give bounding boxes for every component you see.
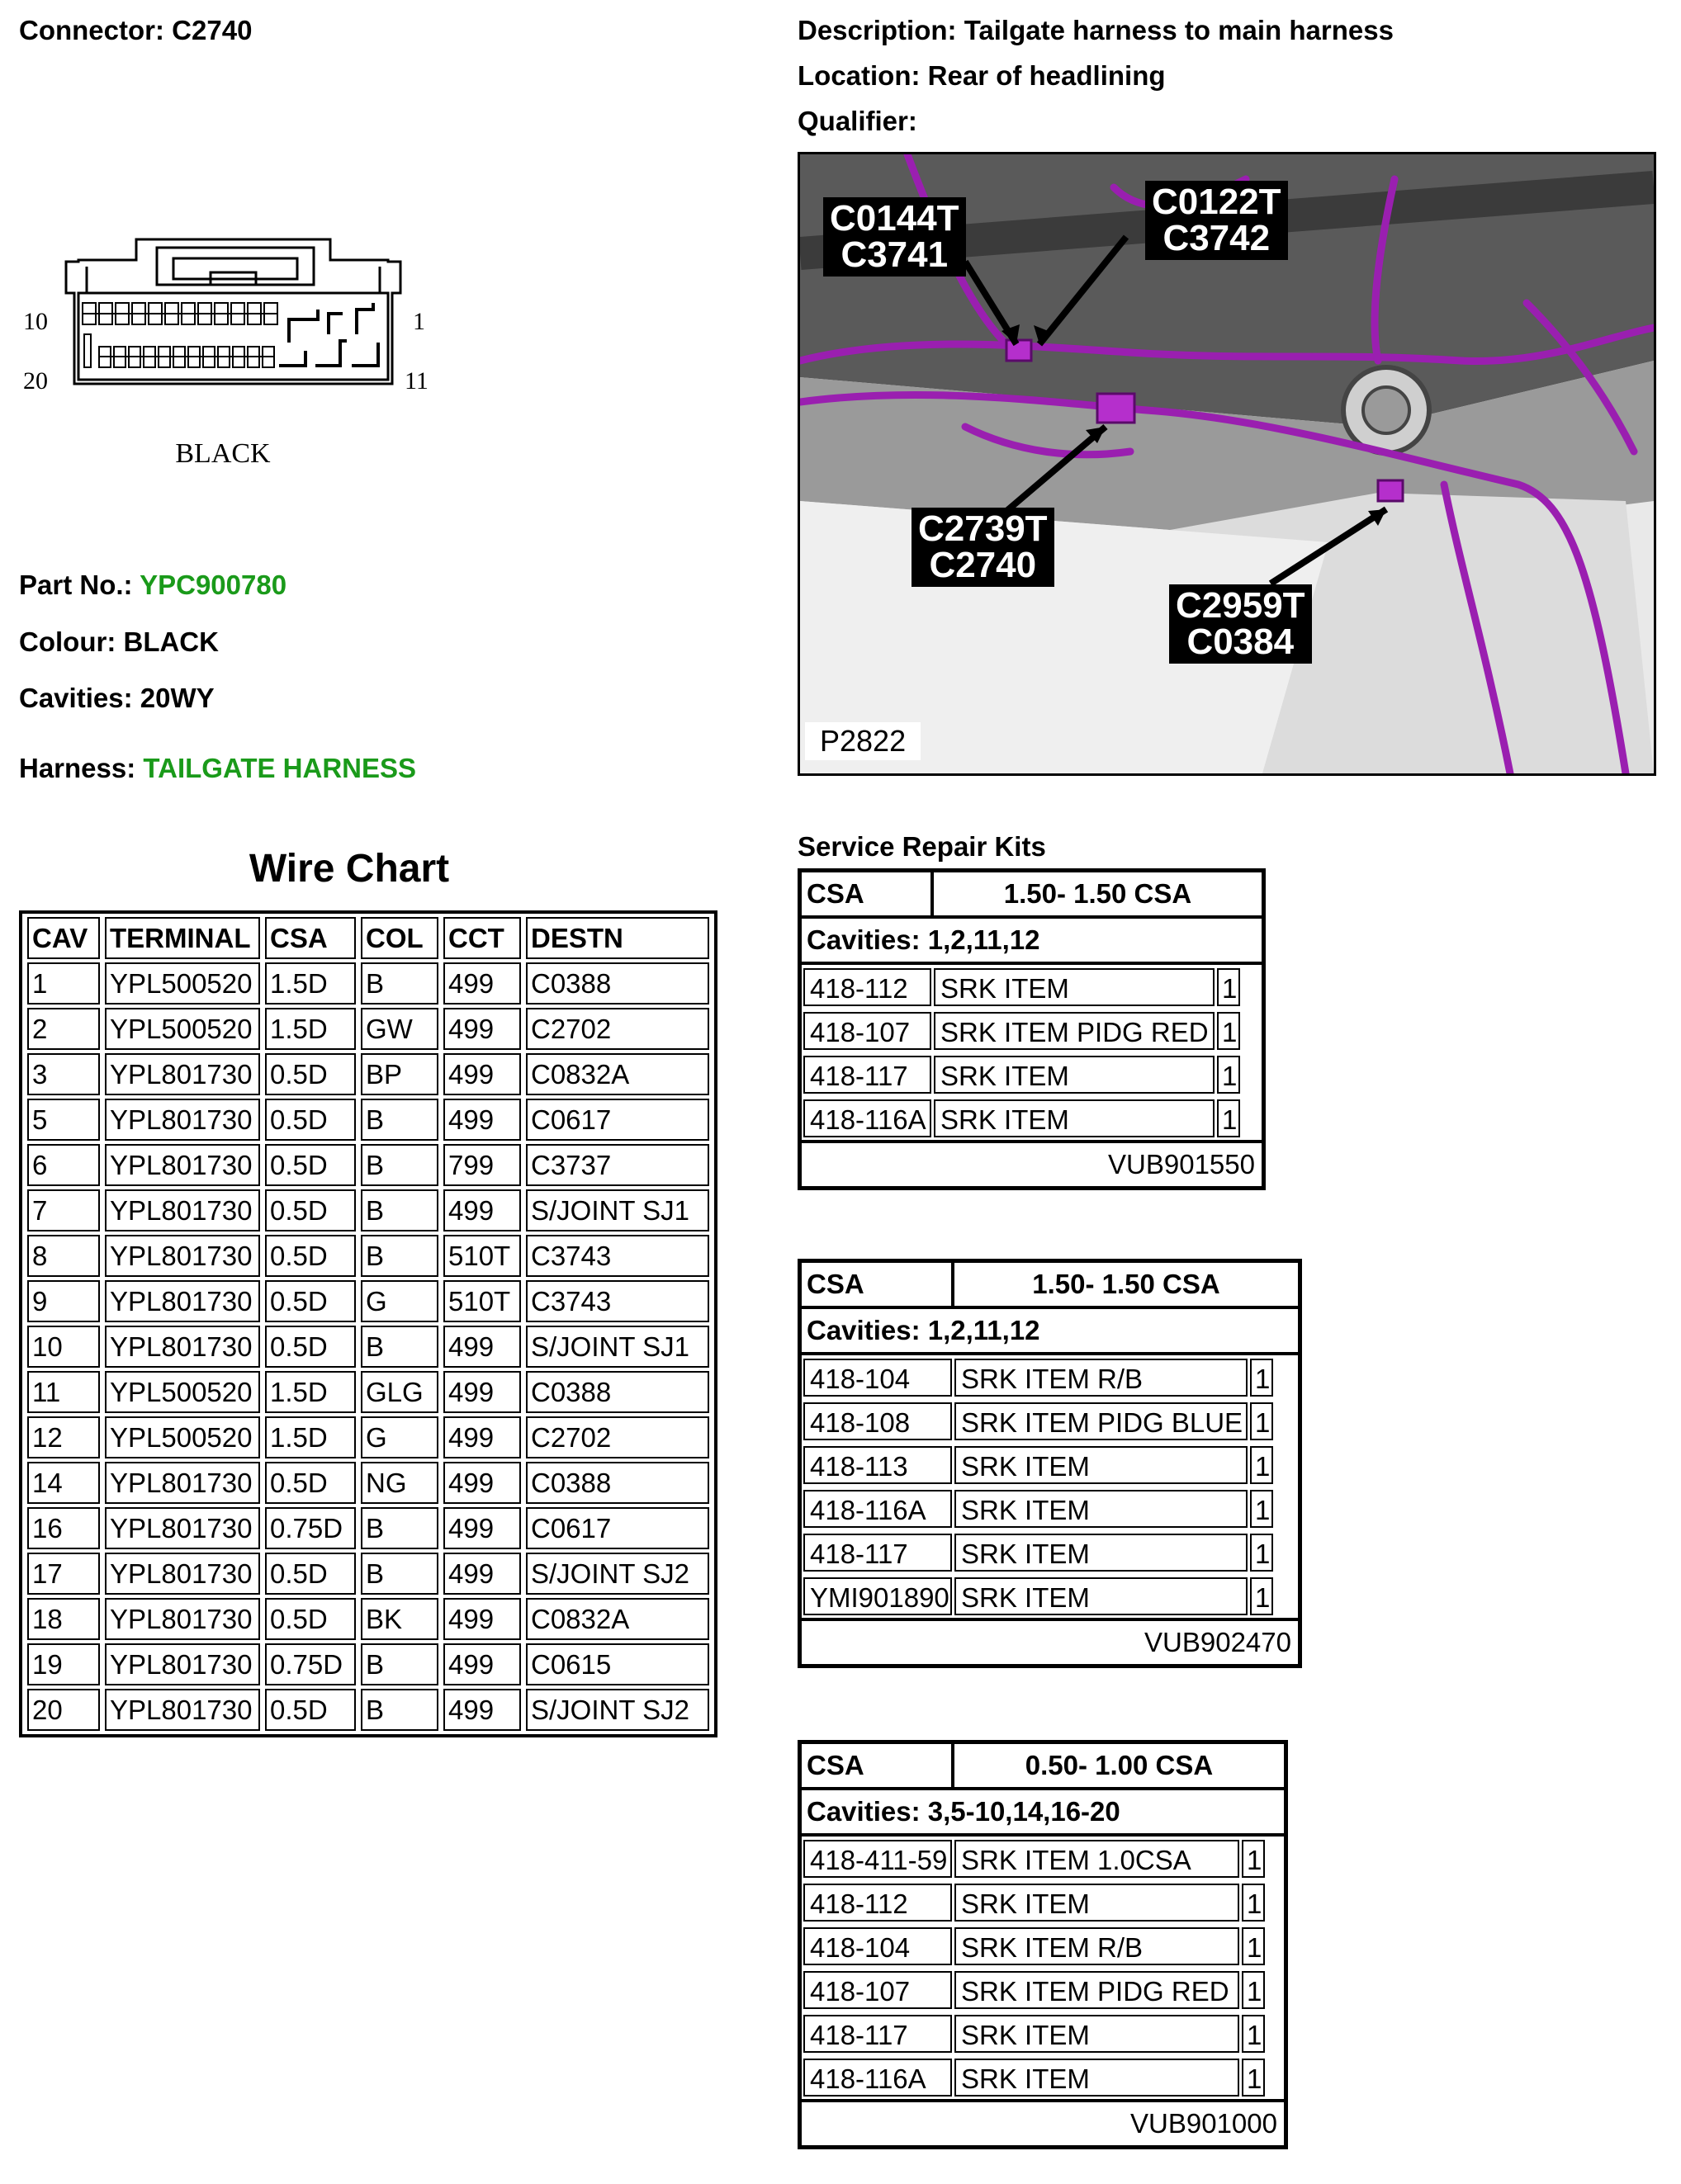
kit-item-part: 418-113	[803, 1446, 952, 1484]
table-cell: B	[361, 1189, 438, 1231]
service-repair-kits-title: Service Repair Kits	[798, 831, 1046, 862]
part-no-value: YPC900780	[140, 570, 287, 600]
table-row	[27, 1598, 709, 1640]
callout-line: C0122T	[1152, 182, 1281, 222]
qualifier-label: Qualifier:	[798, 106, 917, 136]
kit-item-qty: 1	[1217, 1099, 1240, 1137]
kit-item-name: SRK ITEM	[954, 2015, 1239, 2053]
kit-cavities: Cavities: 3,5-10,14,16-20	[802, 1790, 1284, 1837]
kit-cavities: Cavities: 1,2,11,12	[802, 1309, 1298, 1355]
kit-item-qty: 1	[1250, 1359, 1273, 1397]
table-row	[27, 1099, 709, 1141]
kit-item-qty: 1	[1250, 1402, 1273, 1440]
table-cell: C3737	[526, 1144, 709, 1186]
kit-item-part: 418-116A	[803, 1490, 952, 1528]
table-cell: YPL801730	[105, 1189, 260, 1231]
table-cell: 19	[27, 1643, 100, 1685]
kit-item-part: 418-116A	[803, 1099, 931, 1137]
wire-col-cav: CAV	[27, 917, 100, 959]
kit-item-row	[802, 1487, 1298, 1530]
table-cell: 0.5D	[265, 1235, 356, 1277]
table-cell: 499	[443, 1553, 521, 1595]
cavities-label: Cavities:	[19, 683, 133, 713]
callout-c0122t	[1145, 181, 1288, 260]
cavities-line	[19, 683, 215, 714]
table-cell: YPL500520	[105, 962, 260, 1005]
table-row	[27, 1416, 709, 1458]
table-cell: 0.5D	[265, 1144, 356, 1186]
kit-item-part: 418-112	[803, 1884, 952, 1922]
table-cell: YPL801730	[105, 1280, 260, 1322]
kit-item-qty: 1	[1250, 1490, 1273, 1528]
table-cell: 1.5D	[265, 962, 356, 1005]
table-cell: BP	[361, 1053, 438, 1095]
kit-item-name: SRK ITEM	[954, 1884, 1239, 1922]
kit-item-name: SRK ITEM	[954, 1577, 1248, 1615]
callout-line: C0384	[1186, 622, 1295, 662]
kit-item-part: 418-112	[803, 968, 931, 1006]
table-cell: YPL801730	[105, 1144, 260, 1186]
callout-line: C2959T	[1176, 585, 1305, 626]
harness-label: Harness:	[19, 753, 136, 783]
table-cell: C0617	[526, 1507, 709, 1549]
table-cell: 0.75D	[265, 1507, 356, 1549]
part-no-label: Part No.:	[19, 570, 133, 600]
colour-value: BLACK	[123, 626, 219, 657]
wire-col-col: COL	[361, 917, 438, 959]
table-cell: B	[361, 1689, 438, 1731]
table-row	[27, 1643, 709, 1685]
callout-c2959t	[1169, 584, 1312, 664]
table-row	[27, 1053, 709, 1095]
table-row	[27, 1507, 709, 1549]
kit-number: VUB902470	[802, 1618, 1298, 1664]
table-cell: 14	[27, 1462, 100, 1504]
kit-item-part: 418-104	[803, 1927, 952, 1965]
table-cell: 0.5D	[265, 1099, 356, 1141]
table-cell: 5	[27, 1099, 100, 1141]
table-cell: S/JOINT SJ1	[526, 1189, 709, 1231]
table-cell: 0.5D	[265, 1280, 356, 1322]
table-cell: B	[361, 1235, 438, 1277]
table-row	[27, 1553, 709, 1595]
kit-item-name: SRK ITEM	[934, 1056, 1215, 1094]
kit-item-name: SRK ITEM R/B	[954, 1359, 1248, 1397]
table-cell: 0.5D	[265, 1462, 356, 1504]
table-cell: B	[361, 1553, 438, 1595]
table-cell: G	[361, 1416, 438, 1458]
kit-item-row	[802, 965, 1262, 1009]
kit-item-name: SRK ITEM PIDG BLUE	[954, 1402, 1248, 1440]
callout-line: C3742	[1162, 218, 1271, 258]
kit-item-qty: 1	[1242, 2059, 1265, 2097]
kit-number: VUB901000	[802, 2099, 1284, 2145]
table-cell: 8	[27, 1235, 100, 1277]
kit-item-row	[802, 1399, 1298, 1443]
kit-header	[802, 872, 1262, 919]
kit-item-part: 418-117	[803, 2015, 952, 2053]
wire-chart-body	[27, 962, 709, 1731]
photo-code: P2822	[805, 722, 921, 760]
kit-item-qty: 1	[1217, 968, 1240, 1006]
kit-item-qty: 1	[1242, 2015, 1265, 2053]
kit-item-row	[802, 1574, 1298, 1618]
colour-line	[19, 626, 219, 658]
kit-header	[802, 1744, 1284, 1790]
table-cell: 799	[443, 1144, 521, 1186]
kit-item-qty: 1	[1242, 1840, 1265, 1878]
qualifier-line	[798, 106, 917, 137]
table-cell: 3	[27, 1053, 100, 1095]
location-value: Rear of headlining	[927, 60, 1166, 91]
table-cell: BK	[361, 1598, 438, 1640]
table-cell: 499	[443, 1689, 521, 1731]
table-cell: 18	[27, 1598, 100, 1640]
table-cell: YPL801730	[105, 1326, 260, 1368]
table-cell: 499	[443, 1643, 521, 1685]
table-cell: S/JOINT SJ2	[526, 1689, 709, 1731]
table-cell: 17	[27, 1553, 100, 1595]
table-cell: YPL801730	[105, 1553, 260, 1595]
table-row	[27, 1235, 709, 1277]
kit-csa-value: 1.50- 1.50 CSA	[1032, 1269, 1220, 1299]
kit-item-row	[802, 2011, 1284, 2055]
table-cell: 499	[443, 1008, 521, 1050]
table-cell: S/JOINT SJ2	[526, 1553, 709, 1595]
description-line	[798, 15, 1394, 46]
kit-item-qty: 1	[1250, 1446, 1273, 1484]
kit-csa-label: CSA	[802, 1263, 954, 1306]
connector-face-diagram	[17, 227, 446, 475]
colour-label: Colour:	[19, 626, 116, 657]
table-cell: 510T	[443, 1280, 521, 1322]
table-cell: YPL801730	[105, 1507, 260, 1549]
location-line	[798, 60, 1166, 92]
wire-chart-table	[19, 910, 717, 1737]
table-cell: 499	[443, 1462, 521, 1504]
table-cell: 499	[443, 1416, 521, 1458]
table-cell: YPL500520	[105, 1008, 260, 1050]
harness-value: TAILGATE HARNESS	[143, 753, 417, 783]
table-cell: B	[361, 962, 438, 1005]
kit-csa-value: 0.50- 1.00 CSA	[1025, 1750, 1214, 1780]
wire-col-csa: CSA	[265, 917, 356, 959]
kit-item-row	[802, 1968, 1284, 2011]
location-label: Location:	[798, 60, 921, 91]
table-cell: 2	[27, 1008, 100, 1050]
table-cell: 1.5D	[265, 1371, 356, 1413]
wire-col-cct: CCT	[443, 917, 521, 959]
table-cell: 11	[27, 1371, 100, 1413]
table-row	[27, 1689, 709, 1731]
table-cell: 1.5D	[265, 1008, 356, 1050]
table-row	[27, 1189, 709, 1231]
kit-item-row	[802, 1052, 1262, 1096]
kit-item-qty: 1	[1217, 1056, 1240, 1094]
table-cell: C3743	[526, 1235, 709, 1277]
kit-item-name: SRK ITEM	[934, 968, 1215, 1006]
kit-item-name: SRK ITEM	[954, 1534, 1248, 1572]
kit-item-part: 418-104	[803, 1359, 952, 1397]
description-value: Tailgate harness to main harness	[964, 15, 1394, 45]
table-cell: YPL801730	[105, 1462, 260, 1504]
wire-chart-header-row	[27, 917, 709, 959]
service-repair-kit-table	[798, 1259, 1302, 1668]
location-photo	[798, 152, 1656, 776]
kit-item-name: SRK ITEM	[954, 2059, 1239, 2097]
table-cell: C0388	[526, 962, 709, 1005]
kit-item-qty: 1	[1250, 1534, 1273, 1572]
table-cell: 0.5D	[265, 1598, 356, 1640]
table-cell: B	[361, 1326, 438, 1368]
table-cell: C0617	[526, 1099, 709, 1141]
service-repair-kit-table	[798, 868, 1266, 1190]
table-cell: 0.5D	[265, 1053, 356, 1095]
table-cell: YPL500520	[105, 1371, 260, 1413]
diagram-colour-label: BLACK	[175, 438, 271, 469]
kit-item-row	[802, 1880, 1284, 1924]
table-cell: C0832A	[526, 1598, 709, 1640]
table-cell: 1.5D	[265, 1416, 356, 1458]
connector-value: C2740	[172, 15, 253, 45]
table-cell: 9	[27, 1280, 100, 1322]
callout-c2739t	[912, 508, 1054, 587]
table-cell: B	[361, 1099, 438, 1141]
table-cell: 0.5D	[265, 1689, 356, 1731]
callout-line: C0144T	[830, 198, 959, 239]
table-cell: YPL801730	[105, 1598, 260, 1640]
kit-item-row	[802, 1530, 1298, 1574]
table-cell: YPL801730	[105, 1053, 260, 1095]
connector-label: Connector:	[19, 15, 164, 45]
table-cell: 499	[443, 1053, 521, 1095]
kit-item-part: YMI901890	[803, 1577, 952, 1615]
table-row	[27, 1008, 709, 1050]
kit-item-qty: 1	[1217, 1012, 1240, 1050]
table-cell: B	[361, 1144, 438, 1186]
table-cell: 510T	[443, 1235, 521, 1277]
table-cell: YPL801730	[105, 1099, 260, 1141]
cavity-number-10: 10	[23, 308, 48, 335]
callout-line: C3741	[840, 234, 949, 275]
table-row	[27, 1280, 709, 1322]
kit-item-qty: 1	[1250, 1577, 1273, 1615]
kit-item-part: 418-117	[803, 1056, 931, 1094]
table-row	[27, 962, 709, 1005]
table-cell: C0615	[526, 1643, 709, 1685]
table-cell: C2702	[526, 1008, 709, 1050]
callout-c0144t	[823, 197, 966, 277]
kit-item-qty: 1	[1242, 1971, 1265, 2009]
table-cell: 499	[443, 1371, 521, 1413]
kit-item-row	[802, 1009, 1262, 1052]
kit-item-name: SRK ITEM	[954, 1446, 1248, 1484]
connector-line	[19, 15, 252, 46]
kit-header	[802, 1263, 1298, 1309]
table-cell: 499	[443, 1099, 521, 1141]
table-cell: B	[361, 1643, 438, 1685]
kit-item-name: SRK ITEM R/B	[954, 1927, 1239, 1965]
kit-item-name: SRK ITEM	[954, 1490, 1248, 1528]
table-cell: C0388	[526, 1371, 709, 1413]
table-cell: NG	[361, 1462, 438, 1504]
table-cell: YPL801730	[105, 1643, 260, 1685]
table-cell: B	[361, 1507, 438, 1549]
cavities-value: 20WY	[140, 683, 215, 713]
table-cell: 0.5D	[265, 1326, 356, 1368]
kit-item-qty: 1	[1242, 1927, 1265, 1965]
kit-item-name: SRK ITEM 1.0CSA	[954, 1840, 1239, 1878]
table-row	[27, 1144, 709, 1186]
table-cell: 499	[443, 1326, 521, 1368]
table-row	[27, 1462, 709, 1504]
kit-item-part: 418-117	[803, 1534, 952, 1572]
table-cell: 6	[27, 1144, 100, 1186]
harness-line	[19, 753, 416, 784]
kit-item-part: 418-116A	[803, 2059, 952, 2097]
table-cell: 12	[27, 1416, 100, 1458]
kit-item-part: 418-411-59	[803, 1840, 952, 1878]
cavity-number-20: 20	[23, 367, 48, 395]
table-cell: 499	[443, 1189, 521, 1231]
table-cell: S/JOINT SJ1	[526, 1326, 709, 1368]
table-cell: G	[361, 1280, 438, 1322]
table-cell: YPL500520	[105, 1416, 260, 1458]
kit-item-row	[802, 1924, 1284, 1968]
table-cell: C0388	[526, 1462, 709, 1504]
kit-item-row	[802, 1443, 1298, 1487]
kit-item-part: 418-107	[803, 1012, 931, 1050]
kit-item-part: 418-108	[803, 1402, 952, 1440]
table-cell: GLG	[361, 1371, 438, 1413]
wire-col-terminal: TERMINAL	[105, 917, 260, 959]
table-cell: YPL801730	[105, 1689, 260, 1731]
callout-line: C2739T	[918, 508, 1048, 549]
kit-csa-label: CSA	[802, 1744, 954, 1787]
table-row	[27, 1371, 709, 1413]
kit-item-qty: 1	[1242, 1884, 1265, 1922]
service-repair-kit-table	[798, 1740, 1288, 2149]
table-cell: C3743	[526, 1280, 709, 1322]
table-cell: 1	[27, 962, 100, 1005]
table-cell: 7	[27, 1189, 100, 1231]
table-cell: C0832A	[526, 1053, 709, 1095]
table-cell: 16	[27, 1507, 100, 1549]
kit-item-name: SRK ITEM	[934, 1099, 1215, 1137]
kit-number: VUB901550	[802, 1140, 1262, 1186]
table-cell: C2702	[526, 1416, 709, 1458]
kit-item-name: SRK ITEM PIDG RED	[954, 1971, 1239, 2009]
table-cell: 0.5D	[265, 1189, 356, 1231]
table-cell: 20	[27, 1689, 100, 1731]
kit-item-row	[802, 1096, 1262, 1140]
wire-chart-title: Wire Chart	[249, 847, 450, 891]
table-cell: 0.5D	[265, 1553, 356, 1595]
kit-item-row	[802, 2055, 1284, 2099]
kit-csa-value: 1.50- 1.50 CSA	[1003, 878, 1192, 909]
wire-col-destn: DESTN	[526, 917, 709, 959]
part-no-line	[19, 570, 286, 601]
table-row	[27, 1326, 709, 1368]
kit-item-part: 418-107	[803, 1971, 952, 2009]
cavity-number-11: 11	[405, 367, 429, 395]
description-label: Description:	[798, 15, 957, 45]
table-cell: 10	[27, 1326, 100, 1368]
table-cell: GW	[361, 1008, 438, 1050]
callout-line: C2740	[929, 545, 1037, 585]
kit-cavities: Cavities: 1,2,11,12	[802, 919, 1262, 965]
kit-item-row	[802, 1837, 1284, 1880]
kit-item-name: SRK ITEM PIDG RED	[934, 1012, 1215, 1050]
table-cell: 0.75D	[265, 1643, 356, 1685]
table-cell: 499	[443, 962, 521, 1005]
kit-csa-label: CSA	[802, 872, 934, 915]
table-cell: 499	[443, 1507, 521, 1549]
cavity-number-1: 1	[413, 308, 425, 335]
table-cell: YPL801730	[105, 1235, 260, 1277]
kit-item-row	[802, 1355, 1298, 1399]
table-cell: 499	[443, 1598, 521, 1640]
